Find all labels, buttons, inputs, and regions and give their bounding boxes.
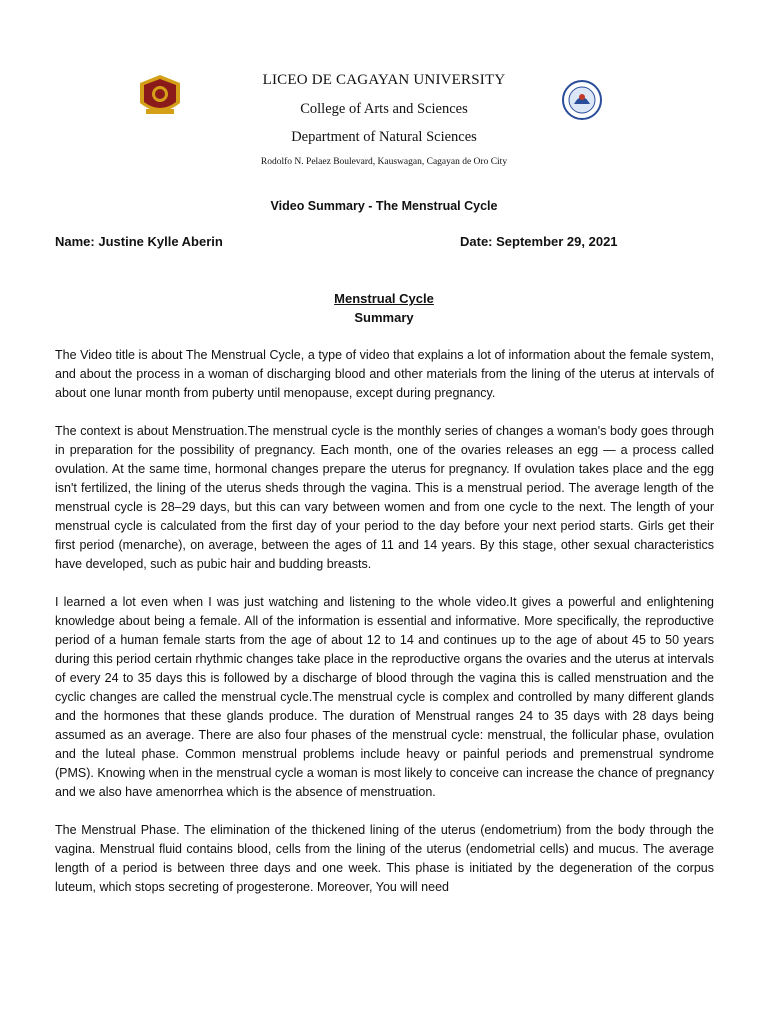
paragraph-1: The Video title is about The Menstrual Cycle, a type of video that explains a lot of information about the female system, and about the process in a woman of discharging blood and other materials from the lining of the uterus at intervals of about one lunar month from puberty until menopause, except during pregnancy. (55, 348, 714, 400)
document-title: Video Summary - The Menstrual Cycle (270, 199, 498, 213)
paragraph-3: I learned a lot even when I was just watching and listening to the whole video.It gives a powerful and enlightening knowledge about being a female. All of the information is essential and informative. More specifically, the reproductive period of a human female starts from the age of about 12 to 14 and continues up to the age of about 45 to 50 years during this period certain rhythmic changes take place in the reproductive organs the ovaries and the uterus at intervals of every 24 to 35 days this is followed by a discharge of blood through the vagina this is called menstruation and the cyclic changes are called the menstrual cycle.The menstrual cycle is complex and controlled by many different glands and the hormones that these glands produce. The duration of Menstrual ranges 24 to 35 days with 28 days being assumed as an average. There are also four phases of the menstrual cycle: menstrual, the follicular phase, ovulation and the luteal phase. Common menstrual problems include heavy or painful periods and premenstrual syndrome (PMS). Knowing when in the menstrual cycle a woman is most likely to conceive can increase the chance of pregnancy and we also have amenorrhea which is the absence of menstruation. (55, 595, 714, 799)
section-title: Menstrual Cycle (334, 291, 434, 306)
college-name: College of Arts and Sciences (300, 101, 468, 117)
university-name: LICEO DE CAGAYAN UNIVERSITY (262, 72, 506, 88)
document-date: Date: September 29, 2021 (460, 234, 618, 249)
paragraph-4: The Menstrual Phase. The elimination of the thickened lining of the uterus (endometrium) from the body through the vagina. Menstrual fluid contains blood, cells from the lining of the uterus (endometrial cells) and mucus. The average length of a period is between three days and one week. This phase is initiated by the degeneration of the corpus luteum, which stops secreting of progesterone. Moreover, You will need (55, 823, 714, 894)
paragraph-2: The context is about Menstruation.The menstrual cycle is the monthly series of changes a woman's body goes through in preparation for the possibility of pregnancy. Each month, one of the ovaries releases an egg — a process called ovulation. At the same time, hormonal changes prepare the uterus for pregnancy. If ovulation takes place and the egg isn't fertilized, the lining of the uterus sheds through the vagina. This is a menstrual period. The average length of the menstrual cycle is 28–29 days, but this can vary between women and from one cycle to the next. The length of your menstrual cycle is calculated from the first day of your period to the day before your next period starts. Girls get their first period (menarche), on average, between the ages of 11 and 14 years. By this stage, other sexual characteristics have developed, such as pubic hair and budding breasts. (55, 424, 714, 571)
university-address: Rodolfo N. Pelaez Boulevard, Kauswagan, Cagayan de Oro City (260, 157, 508, 167)
author-name: Name: Justine Kylle Aberin (55, 234, 223, 249)
section-subtitle: Summary (354, 310, 414, 325)
department-name: Department of Natural Sciences (291, 129, 477, 145)
summary-body (55, 346, 714, 916)
